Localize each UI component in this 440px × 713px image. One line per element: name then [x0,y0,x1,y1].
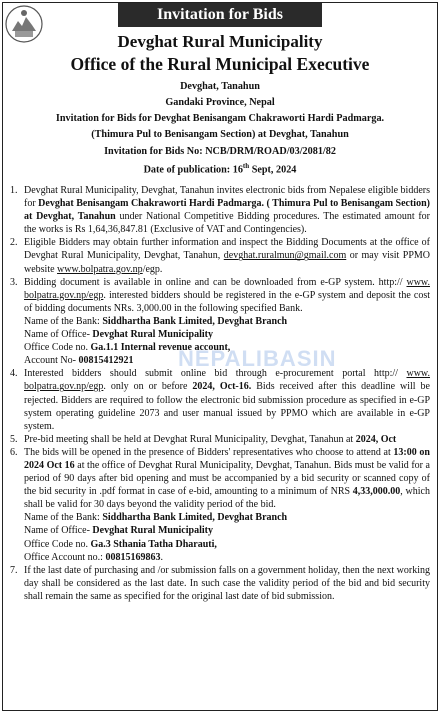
clause-1: 1. Devghat Rural Municipality, Devghat, Tanahun invites electronic bids from Nepalese eligible bidders for Devghat Benisangam Chakraworti Hardi Padmarga. ( Thimura Pul to Benisangam Section) at Devghat, Tanahun under National Competitive Bidding procedures. The estimated amount for the works is Rs 1,64,36,847.81 (Exclusive of VAT and Contingencies). [10,185,431,236]
clause-7: 7. If the last date of purchasing and /or submission falls on a government holiday, then the next working day shall be considered as the last date. In such case the validity period of the bid and bid security shall remain the same as specified for the original last date of bid submission. [10,564,430,602]
clause-5: 5. Pre-bid meeting shall be held at Devghat Rural Municipality, Devghat, Tanahun at 2024, Oct [10,433,397,445]
ppmo-website-link[interactable]: www.bolpatra.gov.np [57,263,143,275]
bid-number: Invitation for Bids No: NCB/DRM/ROAD/03/2081/82 [104,146,336,157]
banner-title: Invitation for Bids [118,3,322,27]
egp-link[interactable]: www. bolpatra.gov.np/egp [24,276,430,301]
invitation-line-1: Invitation for Bids for Devghat Benisangam Chakraworti Hardi Padmarga. [55,113,385,124]
clause-3: 3. Bidding document is available in online and can be downloaded from e-GP system. http:// www. bolpatra.gov.np/egp. interested bidders should be registered in the e-GP system and deposit the cost of bidding documents NRs. 3,000.00 in the following specified Bank. Name of the Bank: Siddhartha Bank Limited, Devghat Branch Name of Office- Devghat Rural Municipality Office Code no. Ga.1.1 Internal revenue account, Account No- 00815412921 [10,276,430,367]
email-link[interactable]: devghat.ruralmun@gmail.com [223,250,347,262]
watermark: NEPALIBASIN [178,346,337,371]
clause-6: 6. The bids will be opened in the presence of Bidders' representatives who choose to attend at 13:00 on 2024 Oct 16 at the office of Devghat Rural Municipality, Devghat, Tanahun. Bids must be valid for a period of 90 days after bid opening and must be accompanied by a bid security or scanned copy of the bid security in .pdf format in case of e-bid, amounting to a minimum of NRS 4,33,000.00, which shall be valid for 30 days beyond the validity period of the bid. Name of the Bank: Siddhartha Bank Limited, Devghat Branch Name of Office- Devghat Rural Municipality Office Code no. Ga.3 Sthania Tatha Dharauti, Office Account no.: 00815169863. [10,446,431,563]
invitation-line-2: (Thimura Pul to Benisangam Section) at Devghat, Tanahun [91,129,349,140]
office-name: Office of the Rural Municipal Executive [70,54,370,74]
location: Devghat, Tanahun [180,81,260,92]
publication-date: Date of publication: 16th Sept, 2024 [143,162,297,176]
notice-body [10,184,430,603]
clause-4: 4. Interested bidders should submit online bid through e-procurement portal http:// www. bolpatra.gov.np/egp. only on or before 2024, Oct-16. Bids received after this deadline will be rejected. Bidders are required to follow the electronic bid submission procedure as specified in e-GP system operating guideline 2073 and user manual issued by PPMO which are available in e-GP system. [10,368,430,432]
province: Gandaki Province, Nepal [165,97,275,108]
clause-2: 2. Eligible Bidders may obtain further information and inspect the Bidding Documents at the office of Devghat Rural Municipality, Devghat, Tanahun, devghat.ruralmun@gmail.com or may visit PPMO website www.bolpatra.gov.np/egp. [10,237,430,275]
egp-portal-link[interactable]: www. bolpatra.gov.np/egp [24,368,430,393]
municipality-name: Devghat Rural Municipality [117,32,323,51]
